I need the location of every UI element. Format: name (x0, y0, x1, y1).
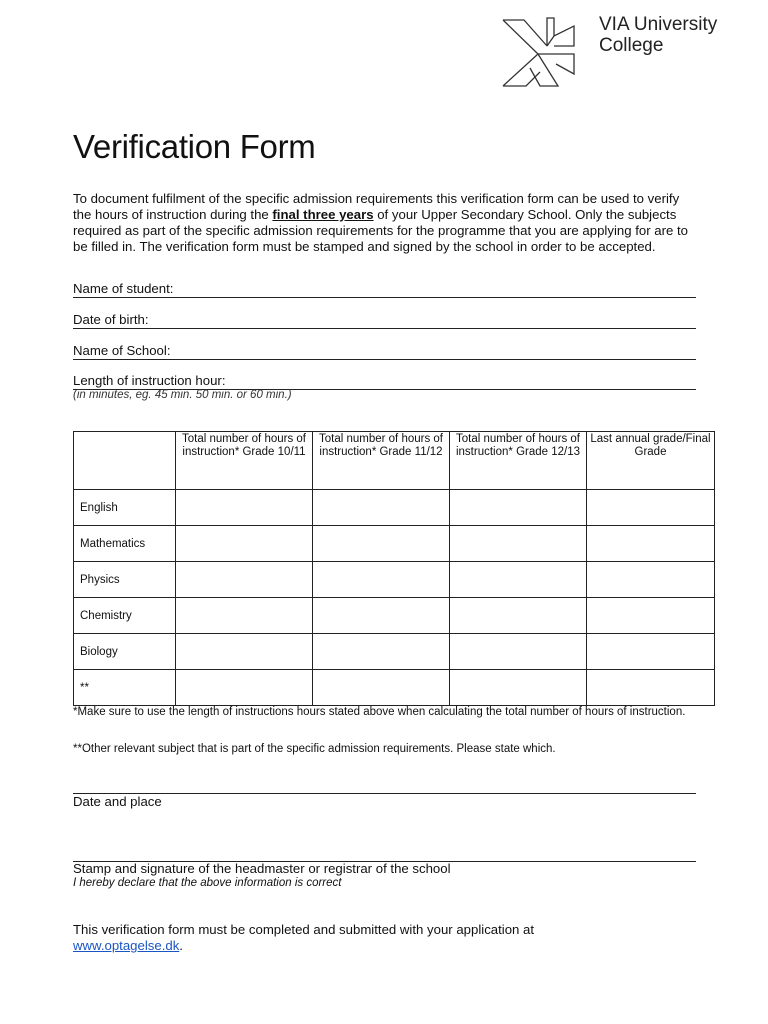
table-cell[interactable] (176, 634, 313, 670)
subject-cell: Biology (74, 634, 176, 670)
student-name-field[interactable] (73, 280, 696, 298)
logo-line-1: VIA University (599, 14, 718, 35)
table-cell[interactable] (450, 598, 587, 634)
table-cell[interactable] (313, 634, 450, 670)
date-place-line[interactable] (73, 793, 696, 794)
hours-table (73, 431, 715, 706)
intro-text-2: of your Upper Secondary School. Only the subjects required as part of the specific admission requirements for the programme that you are applying for are to be filled in. The verification form must be stamped and signed by the school in order to be accepted. (73, 207, 688, 254)
table-cell[interactable] (176, 526, 313, 562)
intro-paragraph (73, 191, 698, 255)
subject-cell: ** (74, 670, 176, 706)
table-row (74, 526, 715, 562)
page-title: Verification Form (73, 128, 316, 165)
footer-text: This verification form must be completed and submitted with your application at (73, 922, 535, 937)
table-cell[interactable] (313, 562, 450, 598)
table-header-final-grade: Last annual grade/Final Grade (587, 432, 715, 490)
table-cell[interactable] (450, 634, 587, 670)
intro-text-1: To document fulfilment of the specific admission requirements this verification form can be used to verify the hours of instruction during the (73, 191, 680, 222)
table-cell[interactable] (587, 634, 715, 670)
table-header-grade-10-11: Total number of hours of instruction* Grade 10/11 (176, 432, 313, 490)
logo-line-2: College (599, 35, 664, 56)
footnote-hours: *Make sure to use the length of instructions hours stated above when calculating the total number of hours of instruction. (73, 706, 686, 718)
via-logo-icon (500, 16, 576, 88)
table-row (74, 490, 715, 526)
subject-cell: Mathematics (74, 526, 176, 562)
logo-wordmark (599, 14, 717, 56)
table-cell[interactable] (313, 598, 450, 634)
date-of-birth-field[interactable] (73, 311, 696, 329)
table-cell[interactable] (176, 670, 313, 706)
table-cell[interactable] (450, 490, 587, 526)
table-row (74, 562, 715, 598)
table-cell[interactable] (176, 490, 313, 526)
date-of-birth-label: Date of birth: (73, 312, 149, 327)
date-place-label: Date and place (73, 794, 162, 809)
declaration-text: I hereby declare that the above information is correct (73, 877, 342, 889)
student-name-label: Name of student: (73, 281, 174, 296)
school-name-field[interactable] (73, 342, 696, 360)
instruction-hour-label: Length of instruction hour: (73, 373, 226, 388)
table-cell[interactable] (313, 490, 450, 526)
intro-emphasis: final three years (272, 207, 374, 222)
table-cell[interactable] (313, 670, 450, 706)
instruction-hour-field[interactable] (73, 372, 696, 390)
table-cell[interactable] (450, 562, 587, 598)
subject-cell: English (74, 490, 176, 526)
subject-cell: Chemistry (74, 598, 176, 634)
table-cell[interactable] (313, 526, 450, 562)
table-cell[interactable] (450, 670, 587, 706)
table-header-grade-11-12: Total number of hours of instruction* Grade 11/12 (313, 432, 450, 490)
table-row (74, 598, 715, 634)
optagelse-link[interactable]: www.optagelse.dk (73, 938, 180, 953)
subject-cell: Physics (74, 562, 176, 598)
instruction-hint: (in minutes, eg. 45 min. 50 min. or 60 min.) (73, 389, 292, 401)
footer-period: . (179, 938, 183, 953)
table-header-grade-12-13: Total number of hours of instruction* Grade 12/13 (450, 432, 587, 490)
footnote-other-subject: **Other relevant subject that is part of the specific admission requirements. Please state which. (73, 743, 556, 755)
table-cell[interactable] (450, 526, 587, 562)
table-cell[interactable] (176, 598, 313, 634)
table-cell[interactable] (587, 670, 715, 706)
table-header-subject (74, 432, 176, 490)
table-cell[interactable] (587, 562, 715, 598)
table-cell[interactable] (587, 490, 715, 526)
stamp-signature-label: Stamp and signature of the headmaster or registrar of the school (73, 861, 451, 876)
table-row (74, 634, 715, 670)
footer-note (73, 922, 534, 954)
table-header-row (74, 432, 715, 490)
table-cell[interactable] (587, 598, 715, 634)
table-row (74, 670, 715, 706)
table-cell[interactable] (176, 562, 313, 598)
table-cell[interactable] (587, 526, 715, 562)
school-name-label: Name of School: (73, 343, 171, 358)
